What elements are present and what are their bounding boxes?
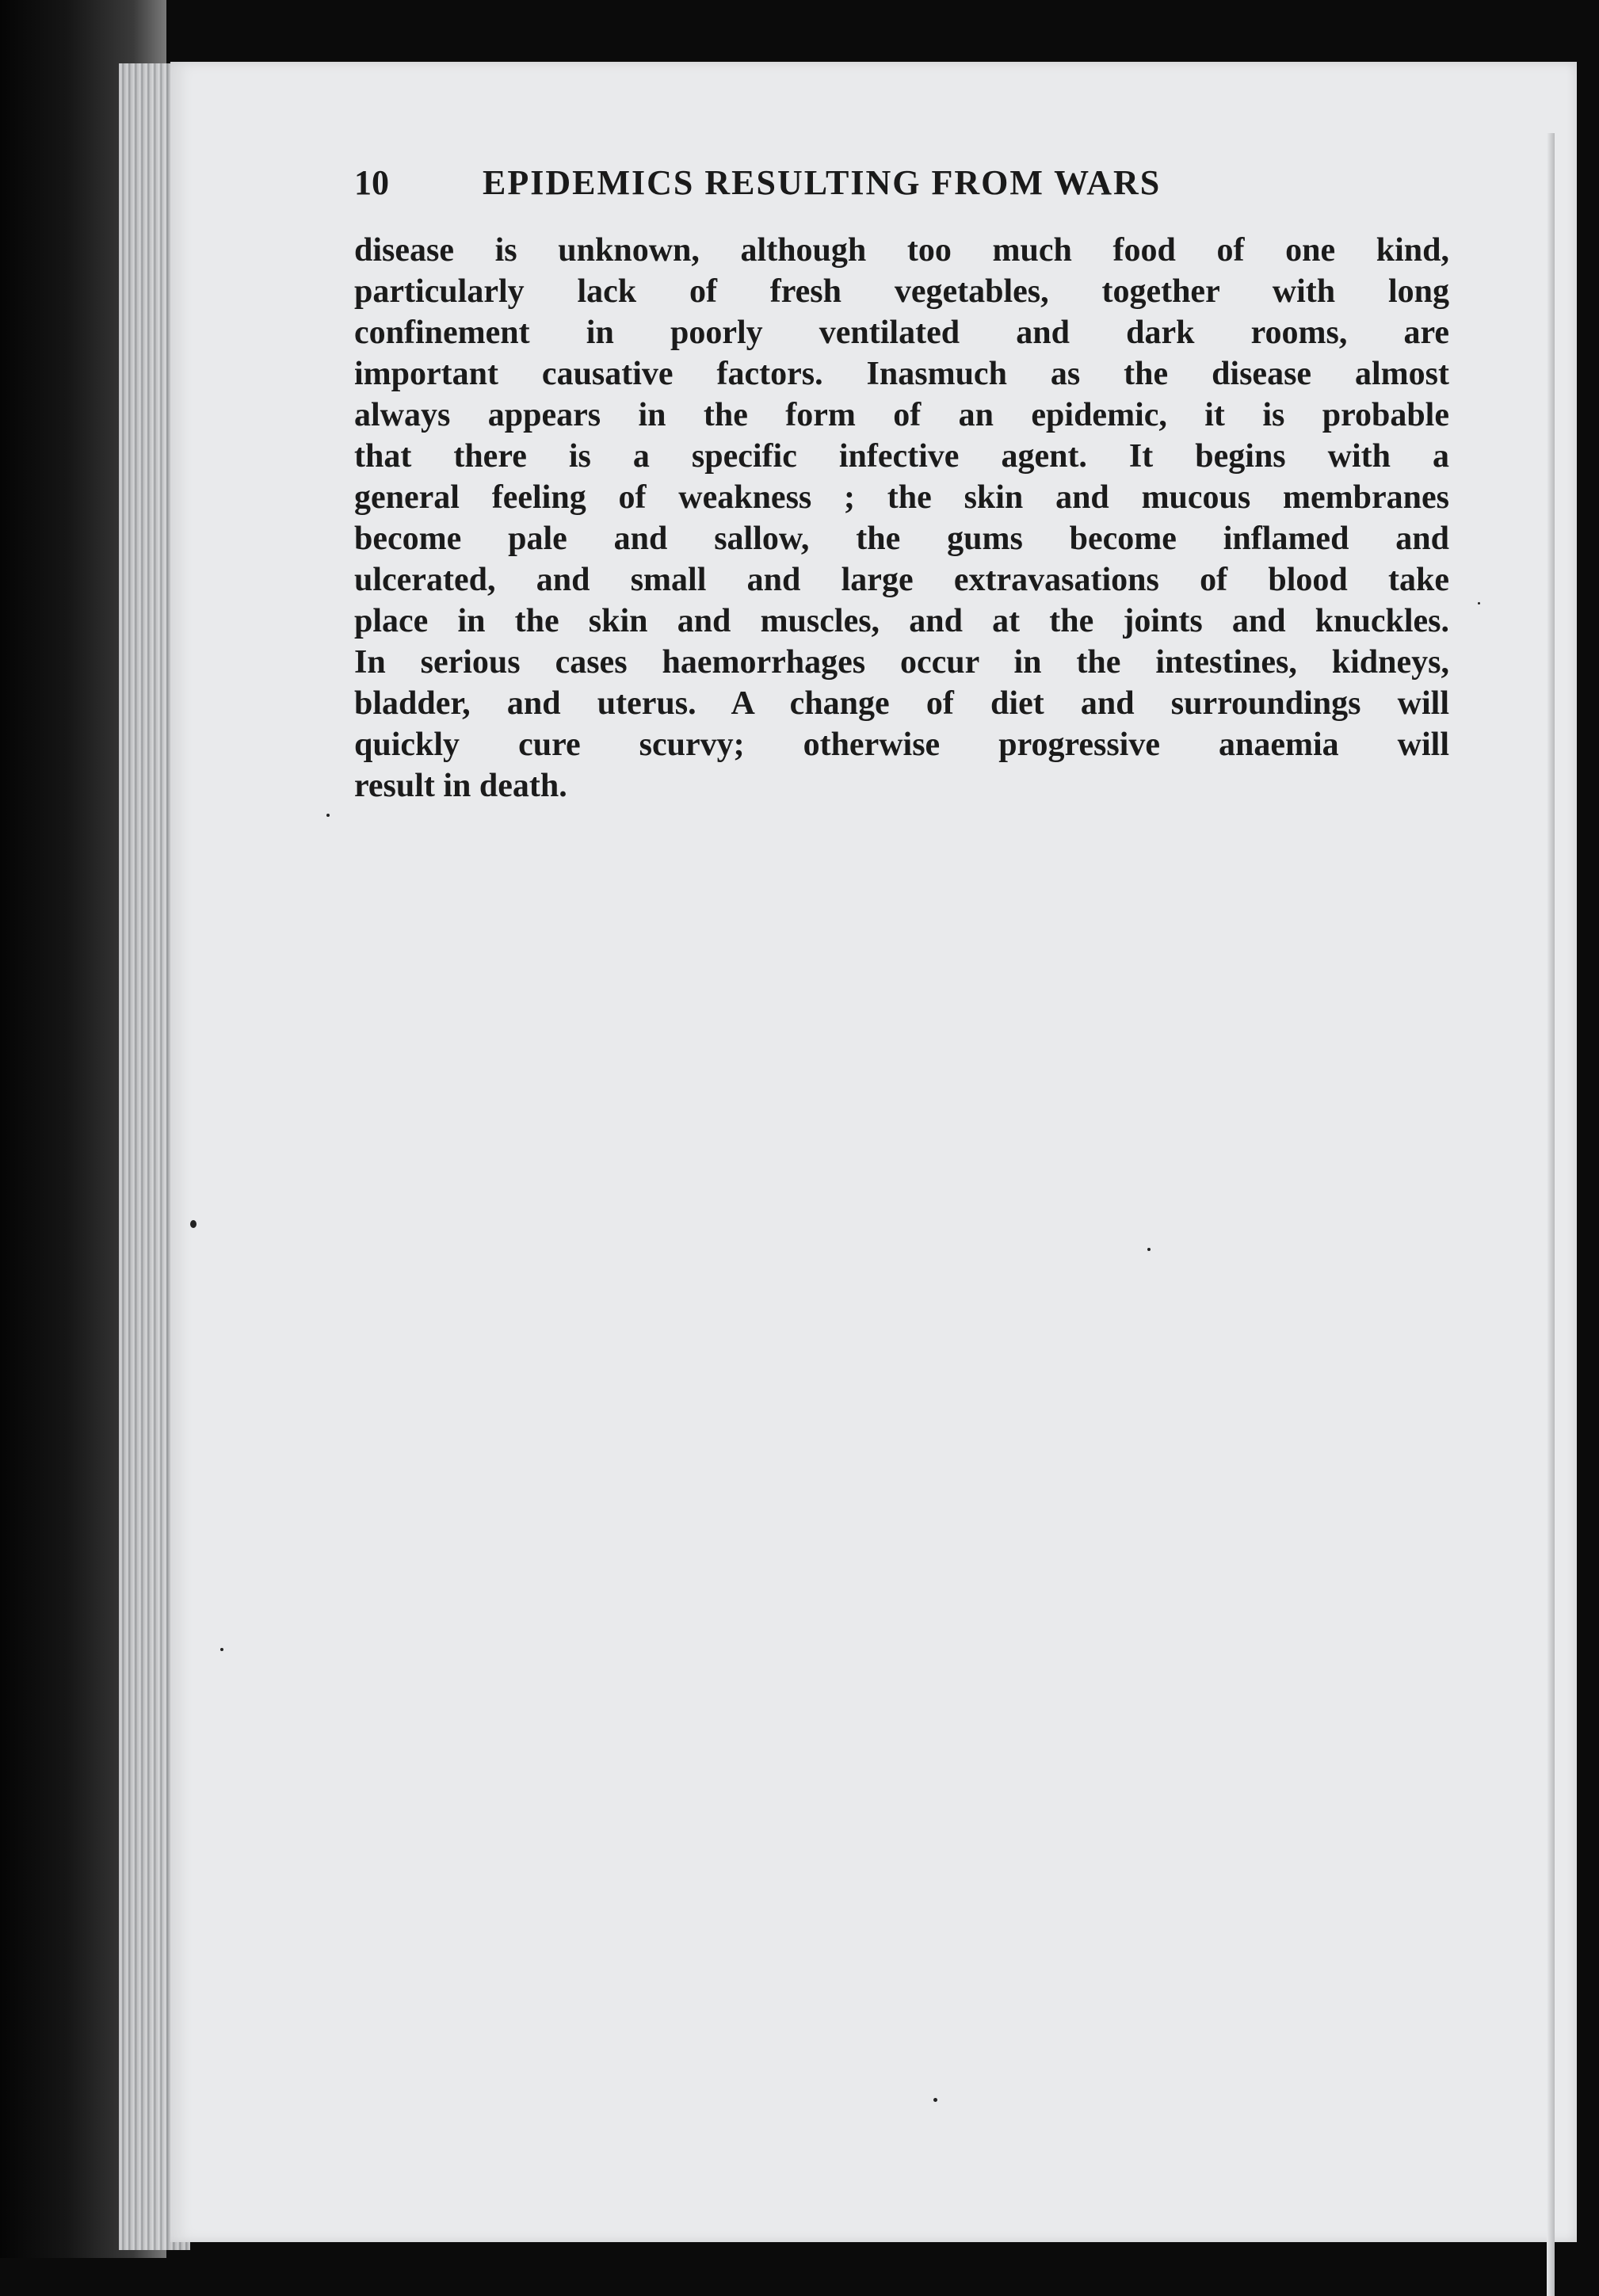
body-line: confinement in poorly ventilated and dark rooms, are xyxy=(354,315,1449,351)
scan-speck xyxy=(326,814,330,817)
page-right-edge xyxy=(1547,133,1555,2296)
scan-speck xyxy=(1147,1248,1151,1251)
body-line: bladder, and uterus. A change of diet and surroundings will xyxy=(354,685,1449,722)
page-header xyxy=(354,162,1432,226)
page-number: 10 xyxy=(354,163,389,202)
scan-speck xyxy=(1478,602,1480,605)
body-line: particularly lack of fresh vegetables, together with long xyxy=(354,273,1449,310)
body-line: quickly cure scurvy; otherwise progressive anaemia will xyxy=(354,727,1449,763)
body-line: ulcerated, and small and large extravasations of blood take xyxy=(354,562,1449,598)
body-line: In serious cases haemorrhages occur in the intestines, kidneys, xyxy=(354,644,1449,681)
body-line: important causative factors. Inasmuch as the disease almost xyxy=(354,356,1449,392)
body-line: that there is a specific infective agent. It begins with a xyxy=(354,438,1449,475)
scan-speck xyxy=(190,1220,197,1228)
scan-speck xyxy=(933,2098,937,2102)
body-paragraph xyxy=(354,230,1449,807)
body-line: disease is unknown, although too much food of one kind, xyxy=(354,232,1449,269)
body-line: general feeling of weakness ; the skin and mucous membranes xyxy=(354,479,1449,516)
body-line: always appears in the form of an epidemic, it is probable xyxy=(354,397,1449,433)
scan-speck xyxy=(220,1648,223,1651)
body-line: become pale and sallow, the gums become inflamed and xyxy=(354,521,1449,557)
body-line: result in death. xyxy=(354,768,567,804)
running-head: EPIDEMICS RESULTING FROM WARS xyxy=(483,163,1162,202)
body-line: place in the skin and muscles, and at the joints and knuckles. xyxy=(354,603,1449,639)
